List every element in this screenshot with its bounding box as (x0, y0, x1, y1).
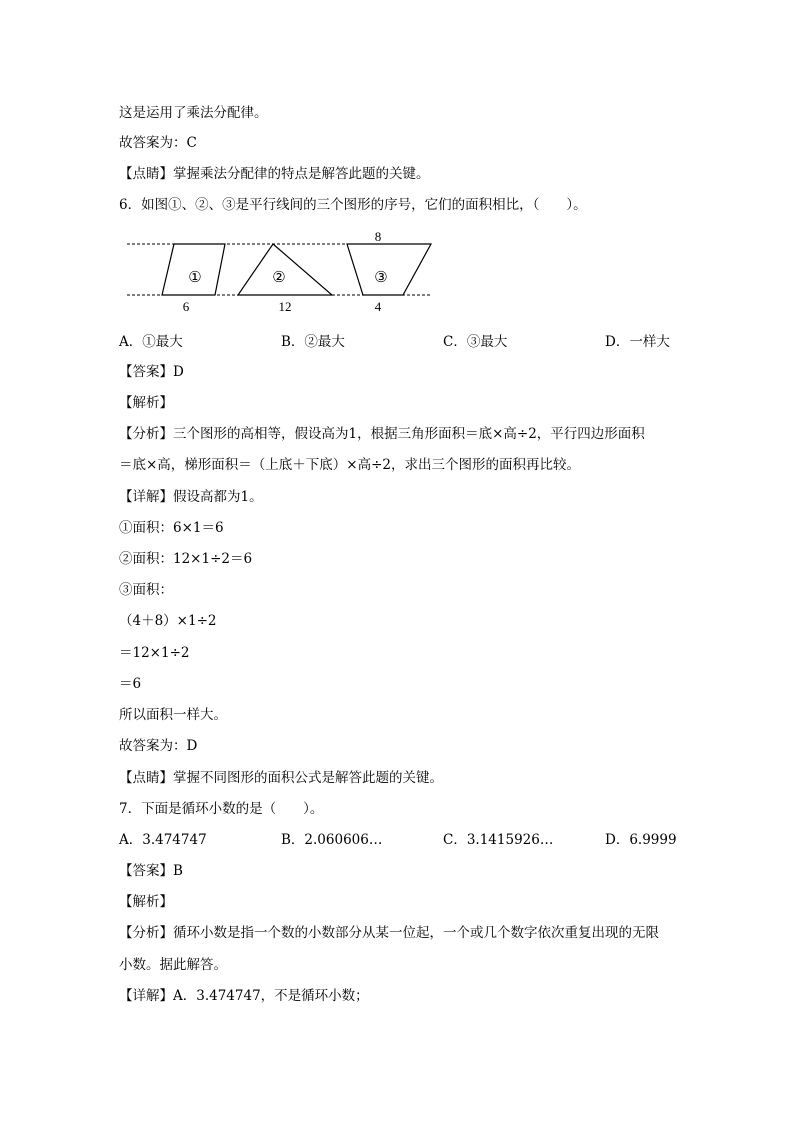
calc-line: ③面积： (119, 582, 173, 598)
question-7: 7．下面是循环小数的是（ ）。 (119, 801, 324, 817)
q6-options (119, 333, 679, 351)
q6-option-a: A．①最大 (119, 334, 183, 350)
shape-2-base: 12 (278, 299, 292, 314)
shape-3-top-base: 8 (374, 229, 382, 244)
q6-option-d: D．一样大 (605, 334, 670, 350)
q7-option-c: C．3.1415926… (443, 832, 554, 848)
shape-1-label: ① (188, 270, 202, 286)
analysis-6-line-1: 【分析】三个图形的高相等，假设高为1，根据三角形面积＝底×高÷2，平行四边形面积 (119, 426, 645, 442)
answer-6: 【答案】D (119, 364, 184, 380)
figure-svg (119, 226, 439, 318)
detail-6: 【详解】假设高都为1。 (119, 489, 263, 505)
calc-line: （4＋8）×1÷2 (119, 613, 217, 629)
q7-option-d: D．6.9999 (605, 832, 677, 848)
analysis-7-line-1: 【分析】循环小数是指一个数的小数部分从某一位起，一个或几个数字依次重复出现的无限 (119, 925, 659, 941)
shape-1-base: 6 (182, 299, 190, 314)
q7-option-a: A．3.474747 (119, 832, 207, 848)
conclusion-6: 所以面积一样大。 (119, 707, 227, 723)
calc-line: ①面积：6×1＝6 (119, 520, 224, 536)
analysis-6-line-2: ＝底×高，梯形面积＝（上底＋下底）×高÷2，求出三个图形的面积再比较。 (119, 457, 581, 473)
parallel-lines-figure (119, 226, 439, 322)
detail-7: 【详解】A．3.474747，不是循环小数； (119, 988, 369, 1004)
text-line: 这是运用了乘法分配律。 (119, 105, 268, 121)
q6-option-c: C．③最大 (443, 334, 508, 350)
q7-options (119, 831, 679, 849)
shape-3-bottom-base: 4 (374, 299, 382, 314)
calc-line: ②面积：12×1÷2＝6 (119, 551, 253, 567)
key-point-6: 【点睛】掌握不同图形的面积公式是解答此题的关键。 (119, 770, 443, 786)
text-line: 故答案为：C (119, 135, 197, 151)
answer-7: 【答案】B (119, 863, 183, 879)
shape-2-label: ② (272, 270, 286, 286)
q7-option-b: B．2.060606… (281, 832, 383, 848)
analysis-heading-7: 【解析】 (119, 894, 173, 910)
shape-3-trapezoid (347, 244, 431, 295)
analysis-heading-6: 【解析】 (119, 395, 173, 411)
calc-line: ＝6 (119, 676, 142, 692)
q6-option-b: B．②最大 (281, 334, 345, 350)
text-line: 【点睛】掌握乘法分配律的特点是解答此题的关键。 (119, 166, 430, 182)
analysis-7-line-2: 小数。据此解答。 (119, 957, 227, 973)
question-6: 6．如图①、②、③是平行线间的三个图形的序号，它们的面积相比，（ ）。 (119, 197, 587, 213)
final-answer-6: 故答案为：D (119, 738, 198, 754)
shape-3-label: ③ (374, 270, 388, 286)
calc-line: ＝12×1÷2 (119, 645, 190, 661)
